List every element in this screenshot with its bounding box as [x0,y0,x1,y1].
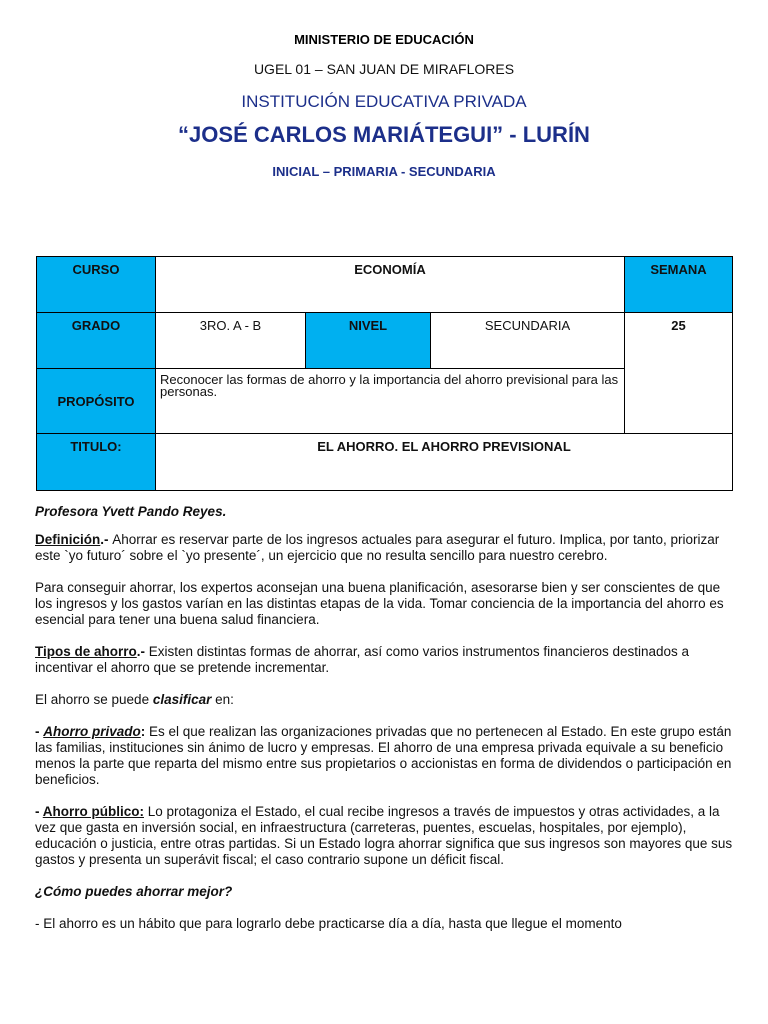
types-separator: .- [136,644,149,659]
school-levels: INICIAL – PRIMARIA - SECUNDARIA [272,164,496,179]
grado-value: 3RO. A - B [156,313,306,369]
titulo-label: TITULO: [37,434,156,491]
classify-paragraph [35,692,735,708]
classify-post: en: [211,692,234,707]
public-dash: - [35,804,43,819]
classify-word: clasificar [152,692,212,707]
curso-value: ECONOMÍA [156,257,625,313]
types-text: Existen distintas formas de ahorrar, así como varios instrumentos financieros destinados a incentivar el ahorro que se pretende incrementar. [35,644,690,675]
planning-paragraph: Para conseguir ahorrar, los expertos aconsejan una buena planificación, asesorarse bien y ser conscientes de que los ingresos y los gastos varían en las distintas etapas de la vida. Tomar conciencia de la importancia del ahorro es esencial para tener una buena salud financiera. [35,580,724,627]
titulo-value: EL AHORRO. EL AHORRO PREVISIONAL [156,434,733,491]
grado-label: GRADO [37,313,156,369]
definition-text: Ahorrar es reservar parte de los ingresos actuales para asegurar el futuro. Implica, por tanto, priorizar este `yo futuro´ sobre el `yo presente´, un ejercicio que no resulta sencillo para nuestro cerebro. [35,532,720,563]
proposito-value: Reconocer las formas de ahorro y la importancia del ahorro previsional para las personas. [156,369,625,434]
private-label: Ahorro privado [43,724,141,739]
habit-paragraph: - El ahorro es un hábito que para lograrlo debe practicarse día a día, hasta que llegue el momento [35,916,622,931]
institution-type: INSTITUCIÓN EDUCATIVA PRIVADA [241,92,527,111]
private-separator: : [140,724,150,739]
teacher-name: Profesora Yvett Pando Reyes. [35,504,227,519]
document-body [35,504,735,948]
semana-label: SEMANA [625,257,733,313]
private-text: Es el que realizan las organizaciones privadas que no pertenecen al Estado. En este grupo están las familias, instituciones sin ánimo de lucro y empresas. El ahorro de una empresa privada equivale a su beneficio menos la parte que reparta del mismo entre sus propietarios o accionistas en forma de dividendos o participación en beneficios. [35,724,732,787]
private-saving-paragraph [35,724,735,788]
types-paragraph [35,644,735,676]
course-info-table [36,256,733,491]
proposito-label: PROPÓSITO [37,369,156,434]
curso-label: CURSO [37,257,156,313]
ugel-title: UGEL 01 – SAN JUAN DE MIRAFLORES [253,61,515,77]
school-name: “JOSÉ CARLOS MARIÁTEGUI” - LURÍN [178,122,590,147]
semana-value: 25 [625,313,733,434]
definition-separator: .- [100,532,113,547]
nivel-value: SECUNDARIA [431,313,625,369]
classify-pre: El ahorro se puede [35,692,153,707]
definition-paragraph [35,532,735,564]
ministry-title: MINISTERIO DE EDUCACIÓN [294,32,474,47]
public-label: Ahorro público: [42,804,144,819]
definition-label: Definición [35,532,101,547]
public-text: Lo protagoniza el Estado, el cual recibe ingresos a través de impuestos y otras actividades, a la vez que gasta en inversión social, en infraestructura (carreteras, puentes, escuelas, hospitales, por ejemplo), educación o justicia, entre otras partidas. Si un Estado logra ahorrar significa que sus ingresos son mayores que sus gastos y presenta un superávit fiscal; el caso contrario supone un déficit fiscal. [35,804,733,867]
how-to-save-question: ¿Cómo puedes ahorrar mejor? [35,884,233,899]
types-label: Tipos de ahorro [35,644,137,659]
public-saving-paragraph [35,804,735,868]
nivel-label: NIVEL [306,313,431,369]
private-dash: - [35,724,44,739]
